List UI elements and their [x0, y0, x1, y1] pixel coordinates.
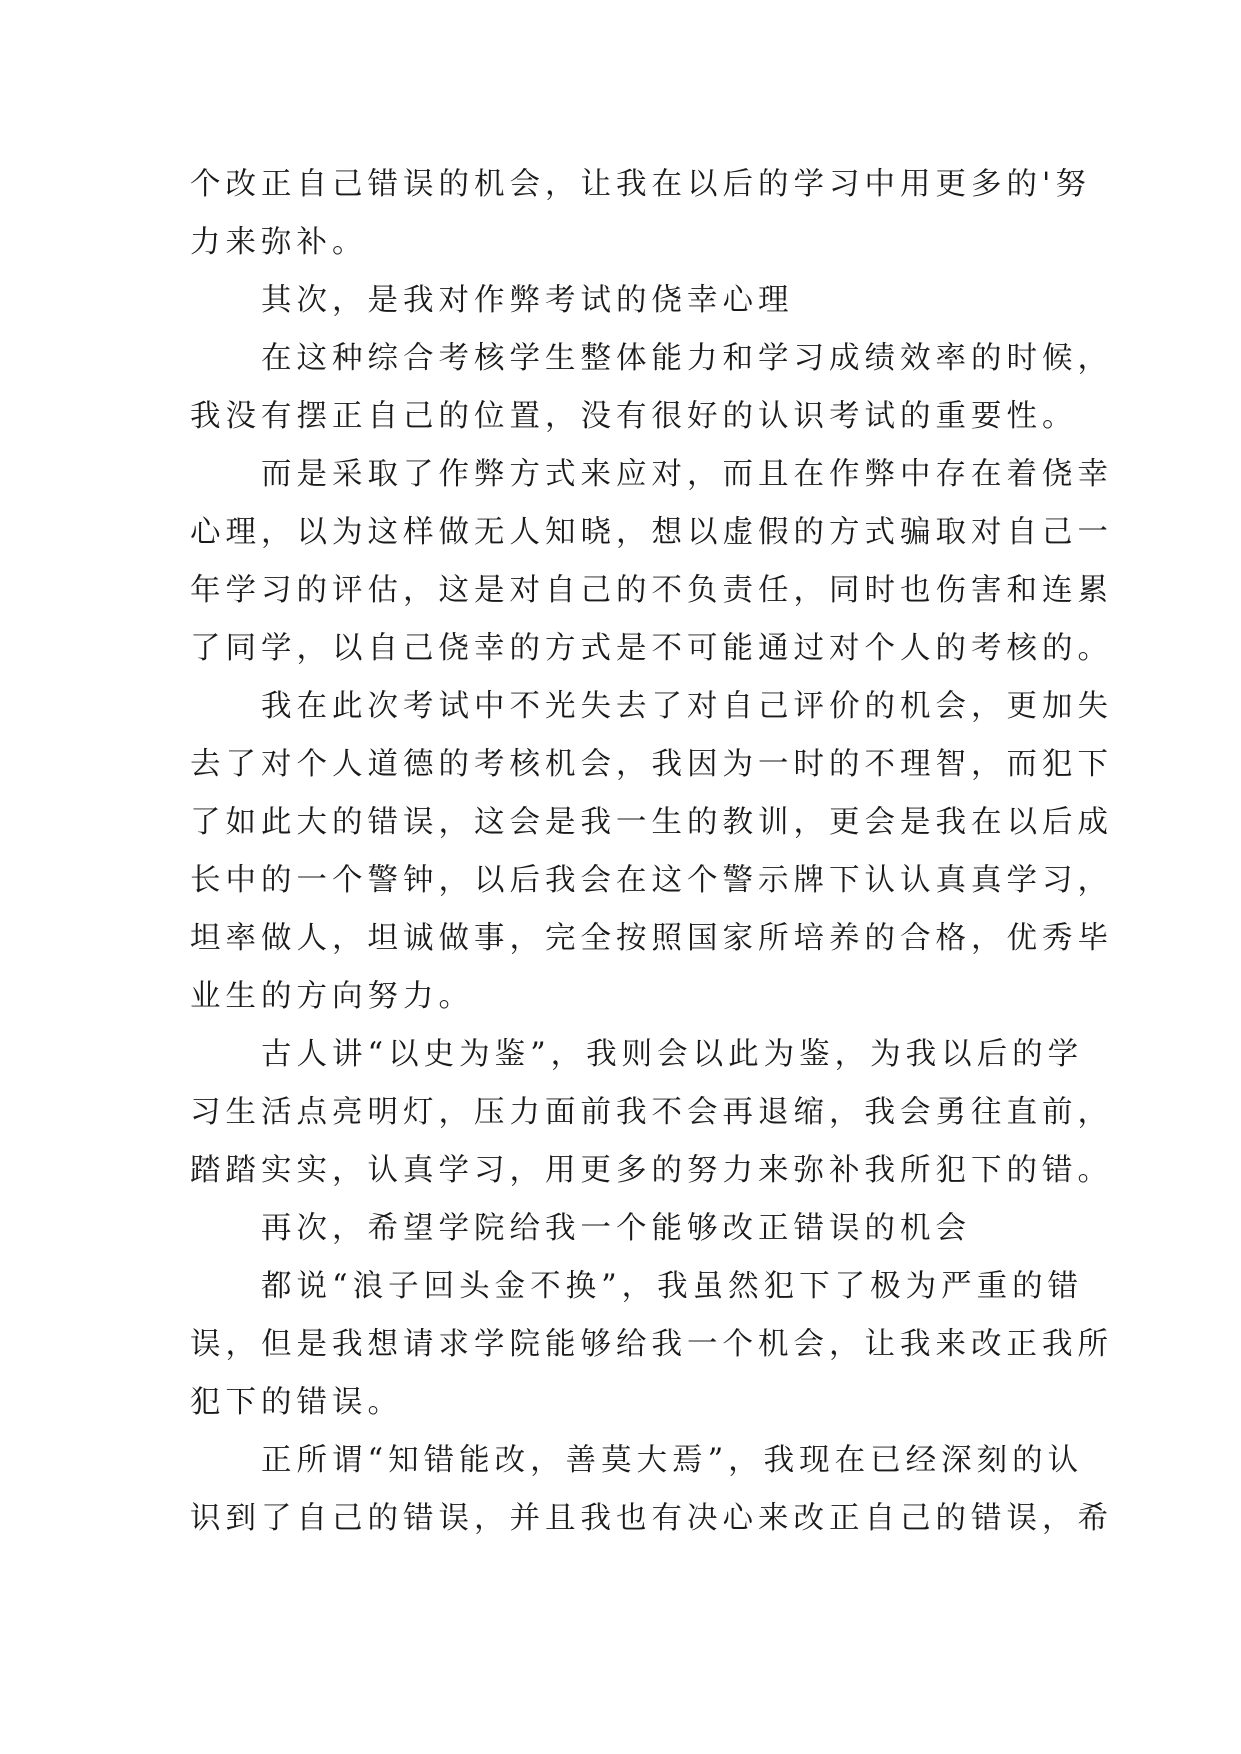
text-line: 我在此次考试中不光失去了对自己评价的机会，更加失 [190, 689, 1113, 724]
text-line: 而是采取了作弊方式来应对，而且在作弊中存在着侥幸 [190, 457, 1113, 492]
text-line: 业生的方向努力。 [190, 979, 474, 1014]
text-line: 我没有摆正自己的位置，没有很好的认识考试的重要性。 [190, 399, 1078, 434]
text-line: 其次，是我对作弊考试的侥幸心理 [190, 283, 794, 318]
text-line: 心理，以为这样做无人知晓，想以虚假的方式骗取对自己一 [190, 515, 1113, 550]
text-line: 都说“浪子回头金不换”，我虽然犯下了极为严重的错 [190, 1269, 1084, 1304]
text-line: 误，但是我想请求学院能够给我一个机会，让我来改正我所 [190, 1327, 1113, 1362]
text-line: 正所谓“知错能改，善莫大焉”，我现在已经深刻的认 [190, 1443, 1084, 1478]
text-line: 了如此大的错误，这会是我一生的教训，更会是我在以后成 [190, 805, 1113, 840]
text-line: 个改正自己错误的机会，让我在以后的学习中用更多的'努 [190, 167, 1091, 202]
text-line: 识到了自己的错误，并且我也有决心来改正自己的错误，希 [190, 1501, 1113, 1536]
text-line: 古人讲“以史为鉴”，我则会以此为鉴，为我以后的学 [190, 1037, 1084, 1072]
text-line: 犯下的错误。 [190, 1385, 403, 1420]
text-line: 年学习的评估，这是对自己的不负责任，同时也伤害和连累 [190, 573, 1113, 608]
text-line: 力来弥补。 [190, 225, 368, 260]
text-line: 了同学，以自己侥幸的方式是不可能通过对个人的考核的。 [190, 631, 1113, 666]
text-line: 去了对个人道德的考核机会，我因为一时的不理智，而犯下 [190, 747, 1113, 782]
text-line: 在这种综合考核学生整体能力和学习成绩效率的时候， [190, 341, 1113, 376]
text-line: 习生活点亮明灯，压力面前我不会再退缩，我会勇往直前， [190, 1095, 1113, 1130]
text-line: 踏踏实实，认真学习，用更多的努力来弥补我所犯下的错。 [190, 1153, 1113, 1188]
document-body [190, 156, 1113, 1548]
text-line: 坦率做人，坦诚做事，完全按照国家所培养的合格，优秀毕 [190, 921, 1113, 956]
text-line: 长中的一个警钟，以后我会在这个警示牌下认认真真学习， [190, 863, 1113, 898]
text-line: 再次，希望学院给我一个能够改正错误的机会 [190, 1211, 971, 1246]
